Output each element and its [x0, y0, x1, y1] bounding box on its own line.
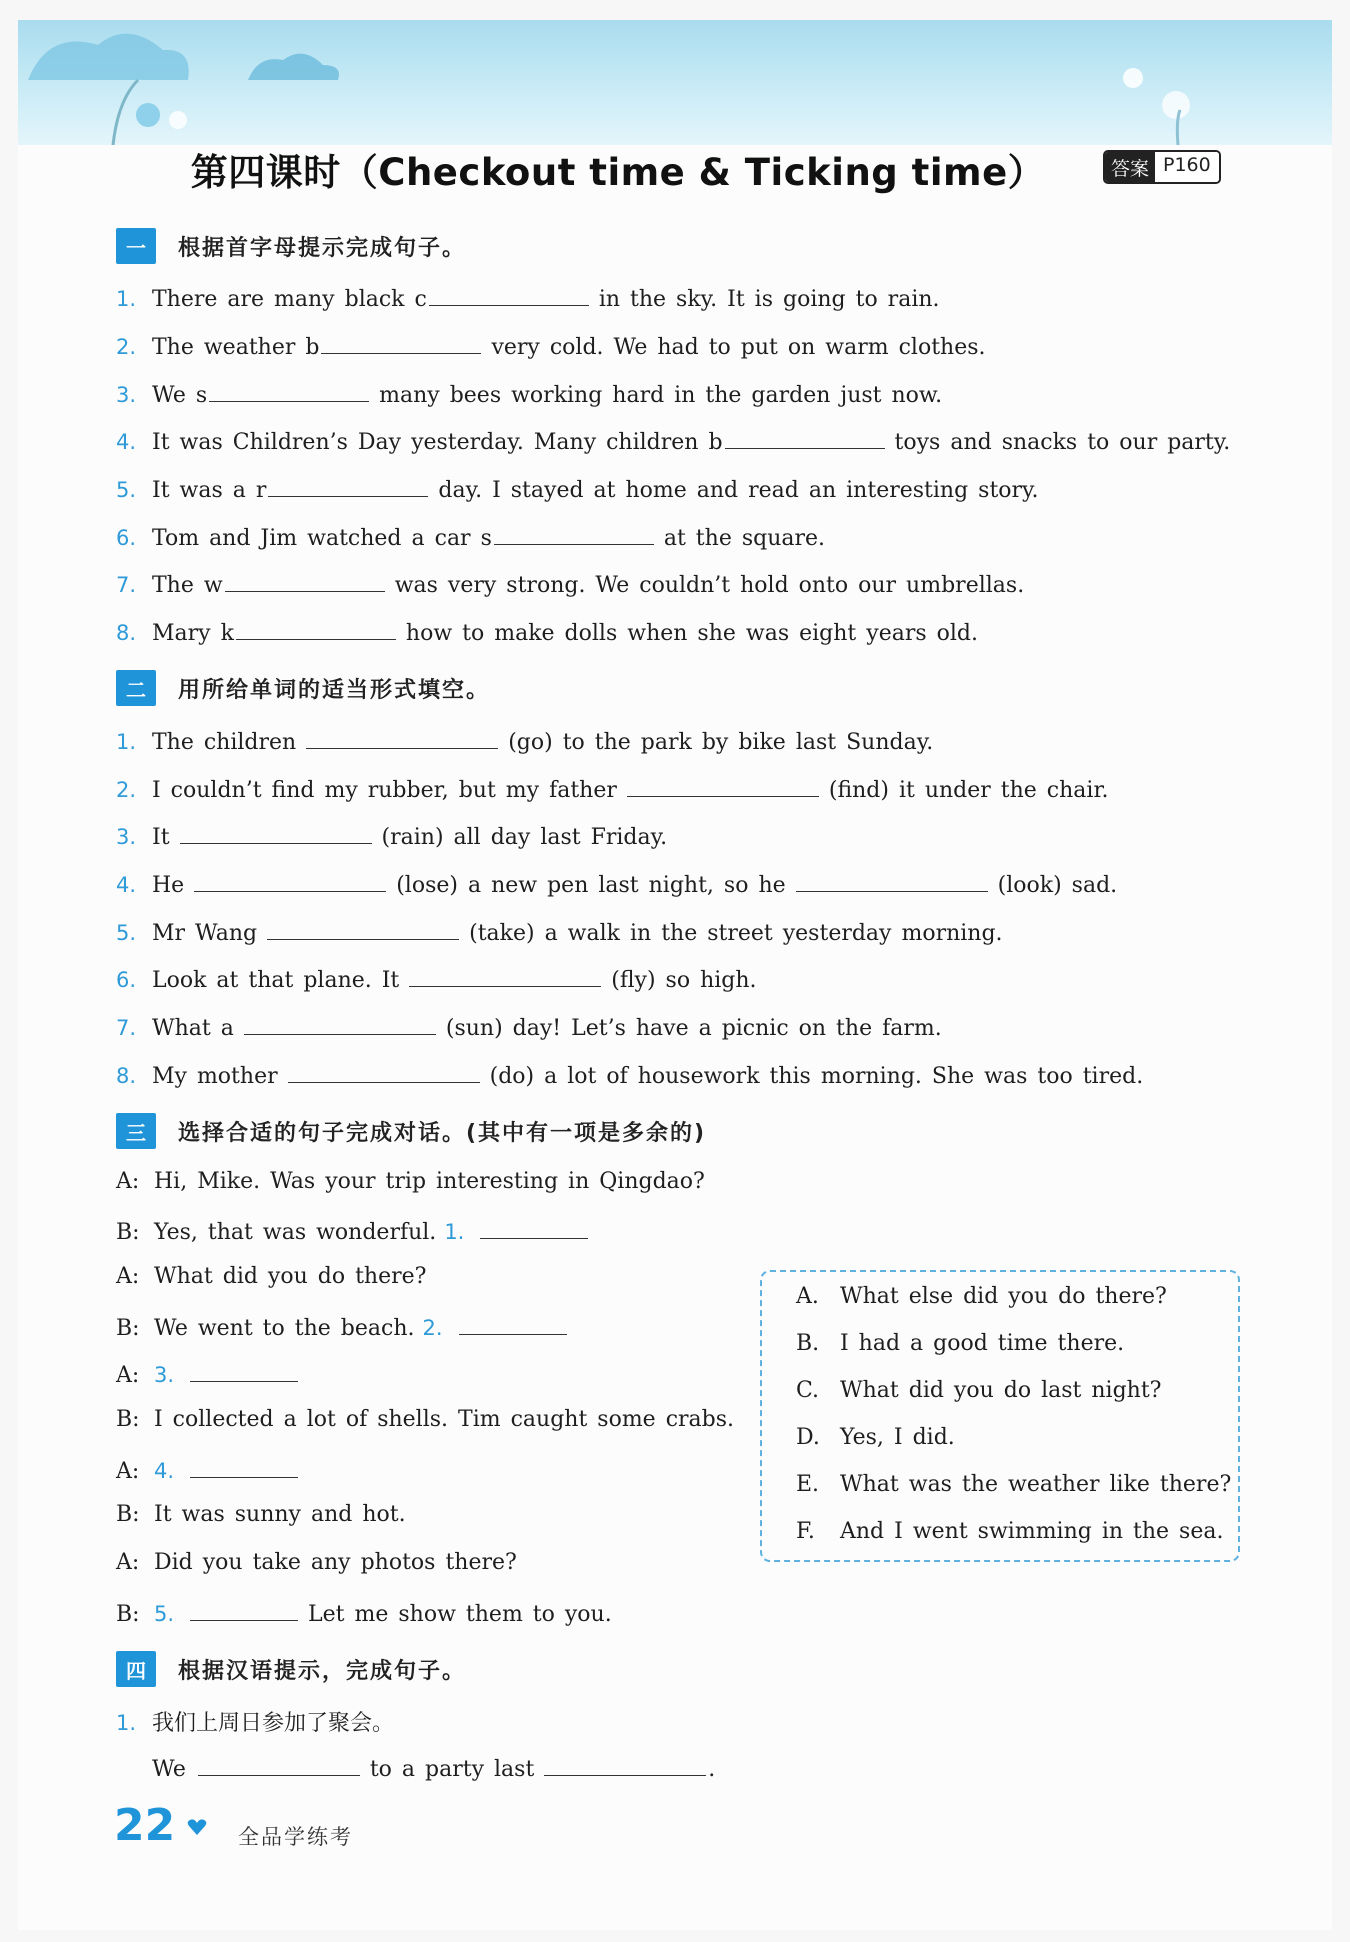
- question-item: 2. I couldn’t find my rubber, but my father (find) it under the chair.: [116, 774, 1109, 808]
- answer-blank[interactable]: [409, 964, 601, 987]
- dialogue-line: B: We went to the beach. 2.: [116, 1312, 577, 1346]
- answer-label: 答案: [1105, 152, 1155, 182]
- question-item: 1. The children (go) to the park by bike last Sunday.: [116, 726, 933, 760]
- answer-blank[interactable]: [459, 1312, 567, 1335]
- dialogue-line: A: 3.: [116, 1359, 308, 1393]
- question-item: 1. There are many black c in the sky. It is going to rain.: [116, 283, 940, 317]
- answer-blank[interactable]: [236, 617, 396, 640]
- section-number-badge: 四: [116, 1651, 156, 1687]
- answer-blank[interactable]: [725, 426, 885, 449]
- dialogue-line: A: Hi, Mike. Was your trip interesting in Qingdao?: [116, 1169, 705, 1194]
- section-title: 根据汉语提示，完成句子。: [178, 1658, 467, 1684]
- section-number-badge: 二: [116, 670, 156, 706]
- header-banner: [18, 20, 1332, 145]
- option-c: C. What did you do last night?: [796, 1378, 1162, 1403]
- answer-blank[interactable]: [494, 522, 654, 545]
- question-item: 4. It was Children’s Day yesterday. Many children b toys and snacks to our party.: [116, 426, 1230, 460]
- answer-blank[interactable]: [267, 917, 459, 940]
- answer-blank[interactable]: [627, 774, 819, 797]
- section-1-header: [116, 226, 466, 266]
- brand-name: 全品学练考: [238, 1825, 353, 1849]
- answer-blank[interactable]: [180, 821, 372, 844]
- option-a: A. What else did you do there?: [796, 1284, 1167, 1309]
- answer-blank[interactable]: [306, 726, 498, 749]
- dialogue-line: B: I collected a lot of shells. Tim caught some crabs.: [116, 1407, 735, 1432]
- question-item: 1. 我们上周日参加了聚会。: [116, 1711, 395, 1736]
- answer-page: P160: [1155, 152, 1219, 182]
- question-item: 6. Tom and Jim watched a car s at the square.: [116, 522, 825, 556]
- question-item: 7. What a (sun) day! Let’s have a picnic on the farm.: [116, 1012, 942, 1046]
- dialogue-line: A: What did you do there?: [116, 1264, 427, 1289]
- answer-blank[interactable]: [429, 283, 589, 306]
- option-f: F. And I went swimming in the sea.: [796, 1519, 1224, 1544]
- question-item: 4. He (lose) a new pen last night, so he (look) sad.: [116, 869, 1117, 903]
- answer-blank[interactable]: [198, 1753, 360, 1776]
- question-item: 3. We s many bees working hard in the garden just now.: [116, 379, 942, 413]
- section-title: 选择合适的句子完成对话。(其中有一项是多余的): [178, 1120, 707, 1146]
- answer-blank[interactable]: [244, 1012, 436, 1035]
- answer-blank[interactable]: [190, 1359, 298, 1382]
- section-number-badge: 三: [116, 1113, 156, 1149]
- answer-blank[interactable]: [209, 379, 369, 402]
- answer-blank[interactable]: [480, 1216, 588, 1239]
- section-number-badge: 一: [116, 228, 156, 264]
- heart-icon: [186, 1817, 208, 1837]
- question-item: 8. My mother (do) a lot of housework this morning. She was too tired.: [116, 1060, 1143, 1094]
- page-number: 22: [114, 1800, 176, 1851]
- answer-blank[interactable]: [321, 331, 481, 354]
- question-item: 3. It (rain) all day last Friday.: [116, 821, 667, 855]
- answer-blank[interactable]: [194, 869, 386, 892]
- option-d: D. Yes, I did.: [796, 1425, 955, 1450]
- question-item: 6. Look at that plane. It (fly) so high.: [116, 964, 757, 998]
- options-box: [760, 1270, 1240, 1562]
- question-item: 2. The weather b very cold. We had to put on warm clothes.: [116, 331, 986, 365]
- dialogue-line: A: 4.: [116, 1455, 308, 1489]
- dialogue-line: A: Did you take any photos there?: [116, 1550, 517, 1575]
- dialogue-line: B: Yes, that was wonderful. 1.: [116, 1216, 598, 1250]
- question-item: 5. It was a r day. I stayed at home and read an interesting story.: [116, 474, 1039, 508]
- option-e: E. What was the weather like there?: [796, 1472, 1232, 1497]
- answer-blank[interactable]: [288, 1060, 480, 1083]
- worksheet-page: [18, 20, 1332, 1930]
- answer-blank[interactable]: [190, 1598, 298, 1621]
- section-2-header: [116, 668, 490, 708]
- question-item-answer: We to a party last .: [152, 1753, 715, 1787]
- section-title: 用所给单词的适当形式填空。: [178, 677, 491, 703]
- answer-blank[interactable]: [225, 569, 385, 592]
- option-b: B. I had a good time there.: [796, 1331, 1125, 1356]
- answer-blank[interactable]: [190, 1455, 298, 1478]
- dialogue-line: B: It was sunny and hot.: [116, 1502, 406, 1527]
- section-title: 根据首字母提示完成句子。: [178, 235, 467, 261]
- page-title: 第四课时（Checkout time & Ticking time）: [190, 151, 1046, 194]
- answer-reference-badge: [1103, 150, 1221, 184]
- decorative-clouds-illustration: [18, 20, 1332, 145]
- answer-blank[interactable]: [544, 1753, 706, 1776]
- question-item: 7. The w was very strong. We couldn’t hold onto our umbrellas.: [116, 569, 1024, 603]
- answer-blank[interactable]: [268, 474, 428, 497]
- section-3-header: [116, 1111, 706, 1151]
- dialogue-line: B: 5. Let me show them to you.: [116, 1598, 612, 1632]
- answer-blank[interactable]: [796, 869, 988, 892]
- section-4-header: [116, 1649, 466, 1689]
- question-item: 5. Mr Wang (take) a walk in the street yesterday morning.: [116, 917, 1003, 951]
- question-item: 8. Mary k how to make dolls when she was eight years old.: [116, 617, 978, 651]
